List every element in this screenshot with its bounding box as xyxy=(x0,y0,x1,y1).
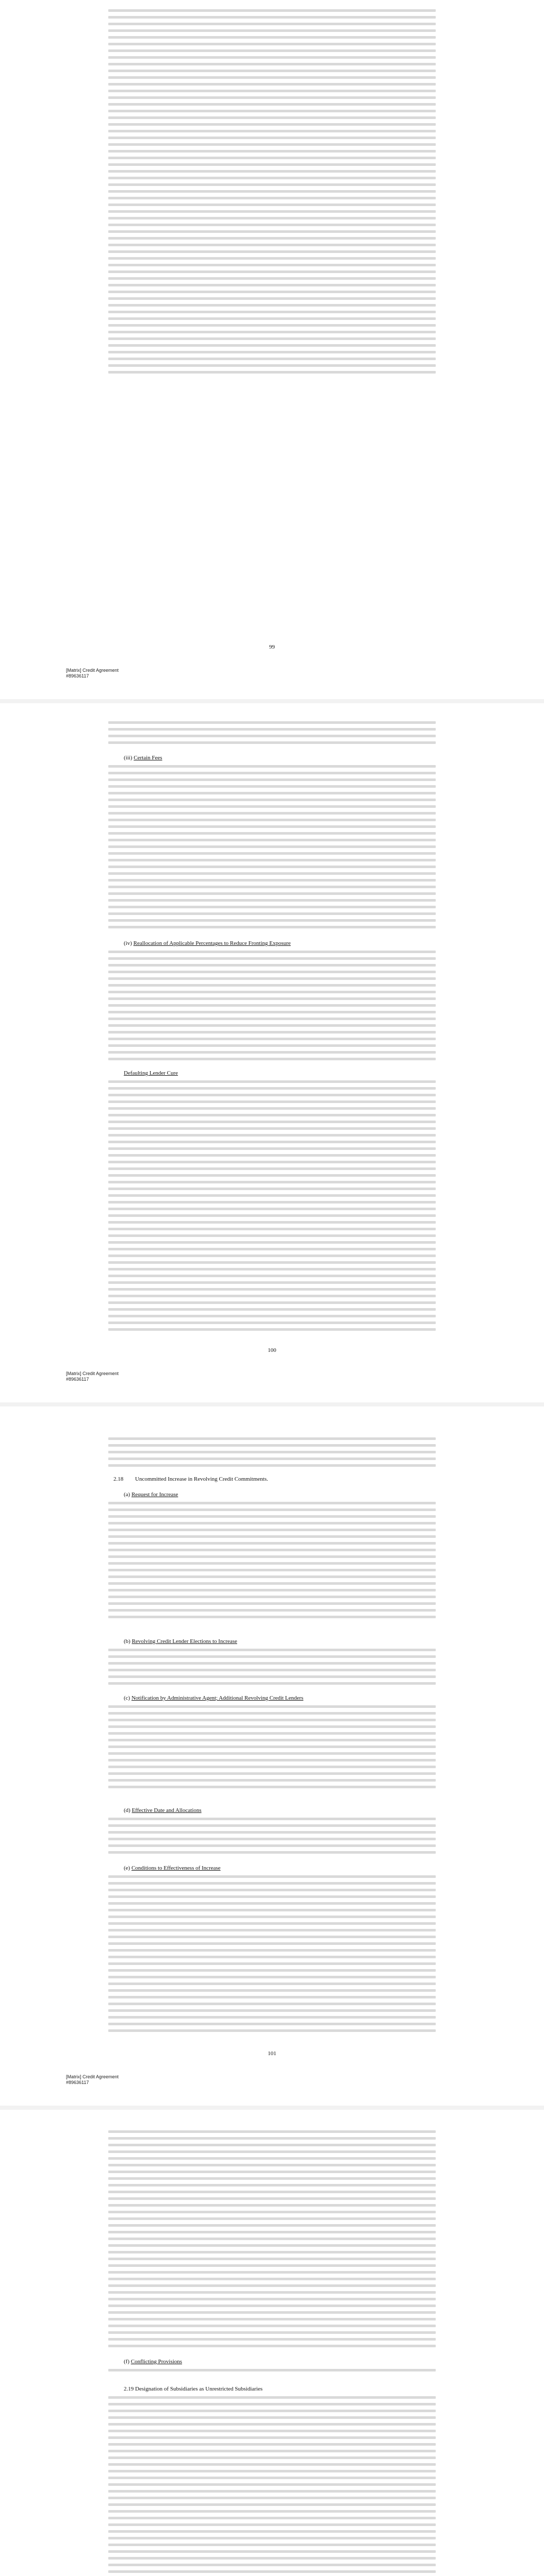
body-text-block xyxy=(108,1649,436,1689)
body-text-block xyxy=(108,1875,436,2036)
section-heading xyxy=(124,1865,221,1872)
footer-doc-id: #89636117 xyxy=(66,2080,89,2085)
section-title: Defaulting Lender Cure xyxy=(124,1070,178,1076)
section-title: Certain Fees xyxy=(134,755,162,761)
body-text-block xyxy=(108,1502,436,1622)
section-heading xyxy=(124,1492,178,1498)
section-title: Effective Date and Allocations xyxy=(131,1807,202,1814)
page-number: 100 xyxy=(268,1347,276,1353)
section-title: Uncommitted Increase in Revolving Credit Commitments. xyxy=(135,1476,268,1482)
section-number: (b) xyxy=(124,1638,130,1645)
body-text-block xyxy=(108,1437,436,1471)
page-footer xyxy=(66,2074,119,2086)
section-heading xyxy=(124,1807,202,1814)
section-number: (e) xyxy=(124,1865,130,1871)
section-number: (iv) xyxy=(124,940,132,946)
body-text-block xyxy=(108,721,436,748)
body-text-block xyxy=(108,765,436,933)
section-heading xyxy=(124,1638,237,1645)
section-title: Revolving Credit Lender Elections to Increase xyxy=(131,1638,237,1645)
footer-title: [Matrix] Credit Agreement xyxy=(66,1371,119,1376)
page-footer xyxy=(66,668,119,679)
page-number: 99 xyxy=(269,644,275,650)
section-number: (iii) xyxy=(124,755,133,761)
body-text-block xyxy=(108,2130,436,2351)
page-100 xyxy=(0,703,544,1402)
section-number: (d) xyxy=(124,1807,130,1814)
section-heading xyxy=(124,1695,303,1702)
section-title: Conflicting Provisions xyxy=(130,2359,183,2365)
section-title: Notification by Administrative Agent; Additional Revolving Credit Lenders xyxy=(131,1695,304,1701)
section-heading xyxy=(124,755,162,761)
section-title: Designation of Subsidiaries as Unrestricted Subsidiaries xyxy=(135,2386,263,2392)
section-title: Conditions to Effectiveness of Increase xyxy=(131,1865,221,1871)
page-101 xyxy=(0,1406,544,2106)
section-heading xyxy=(124,2359,182,2365)
footer-title: [Matrix] Credit Agreement xyxy=(66,2074,119,2079)
page-footer xyxy=(66,1371,119,1382)
footer-doc-id: #89636117 xyxy=(66,673,89,679)
page-102 xyxy=(0,2110,544,2576)
body-text-block xyxy=(108,9,436,378)
section-title: Request for Increase xyxy=(131,1492,178,1498)
section-number: 2.18 xyxy=(113,1476,124,1482)
section-heading xyxy=(124,2386,262,2393)
section-heading xyxy=(124,940,291,947)
footer-doc-id: #89636117 xyxy=(66,1377,89,1382)
section-title: Reallocation of Applicable Percentages to Reduce Fronting Exposure xyxy=(133,940,291,946)
body-text-block xyxy=(108,951,436,1064)
body-text-block xyxy=(108,2396,436,2576)
footer-title: [Matrix] Credit Agreement xyxy=(66,668,119,673)
section-number: (a) xyxy=(124,1492,130,1498)
section-number: (f) xyxy=(124,2359,129,2365)
section-number: 2.19 xyxy=(124,2386,134,2392)
body-text-block xyxy=(108,1080,436,1335)
section-heading xyxy=(124,1070,178,1077)
section-number: (c) xyxy=(124,1695,130,1701)
section-heading xyxy=(113,1476,268,1483)
page-99 xyxy=(0,0,544,699)
body-text-block xyxy=(108,1705,436,1792)
body-text-block xyxy=(108,2369,436,2376)
body-text-block xyxy=(108,1818,436,1858)
page-number: 101 xyxy=(268,2050,276,2057)
